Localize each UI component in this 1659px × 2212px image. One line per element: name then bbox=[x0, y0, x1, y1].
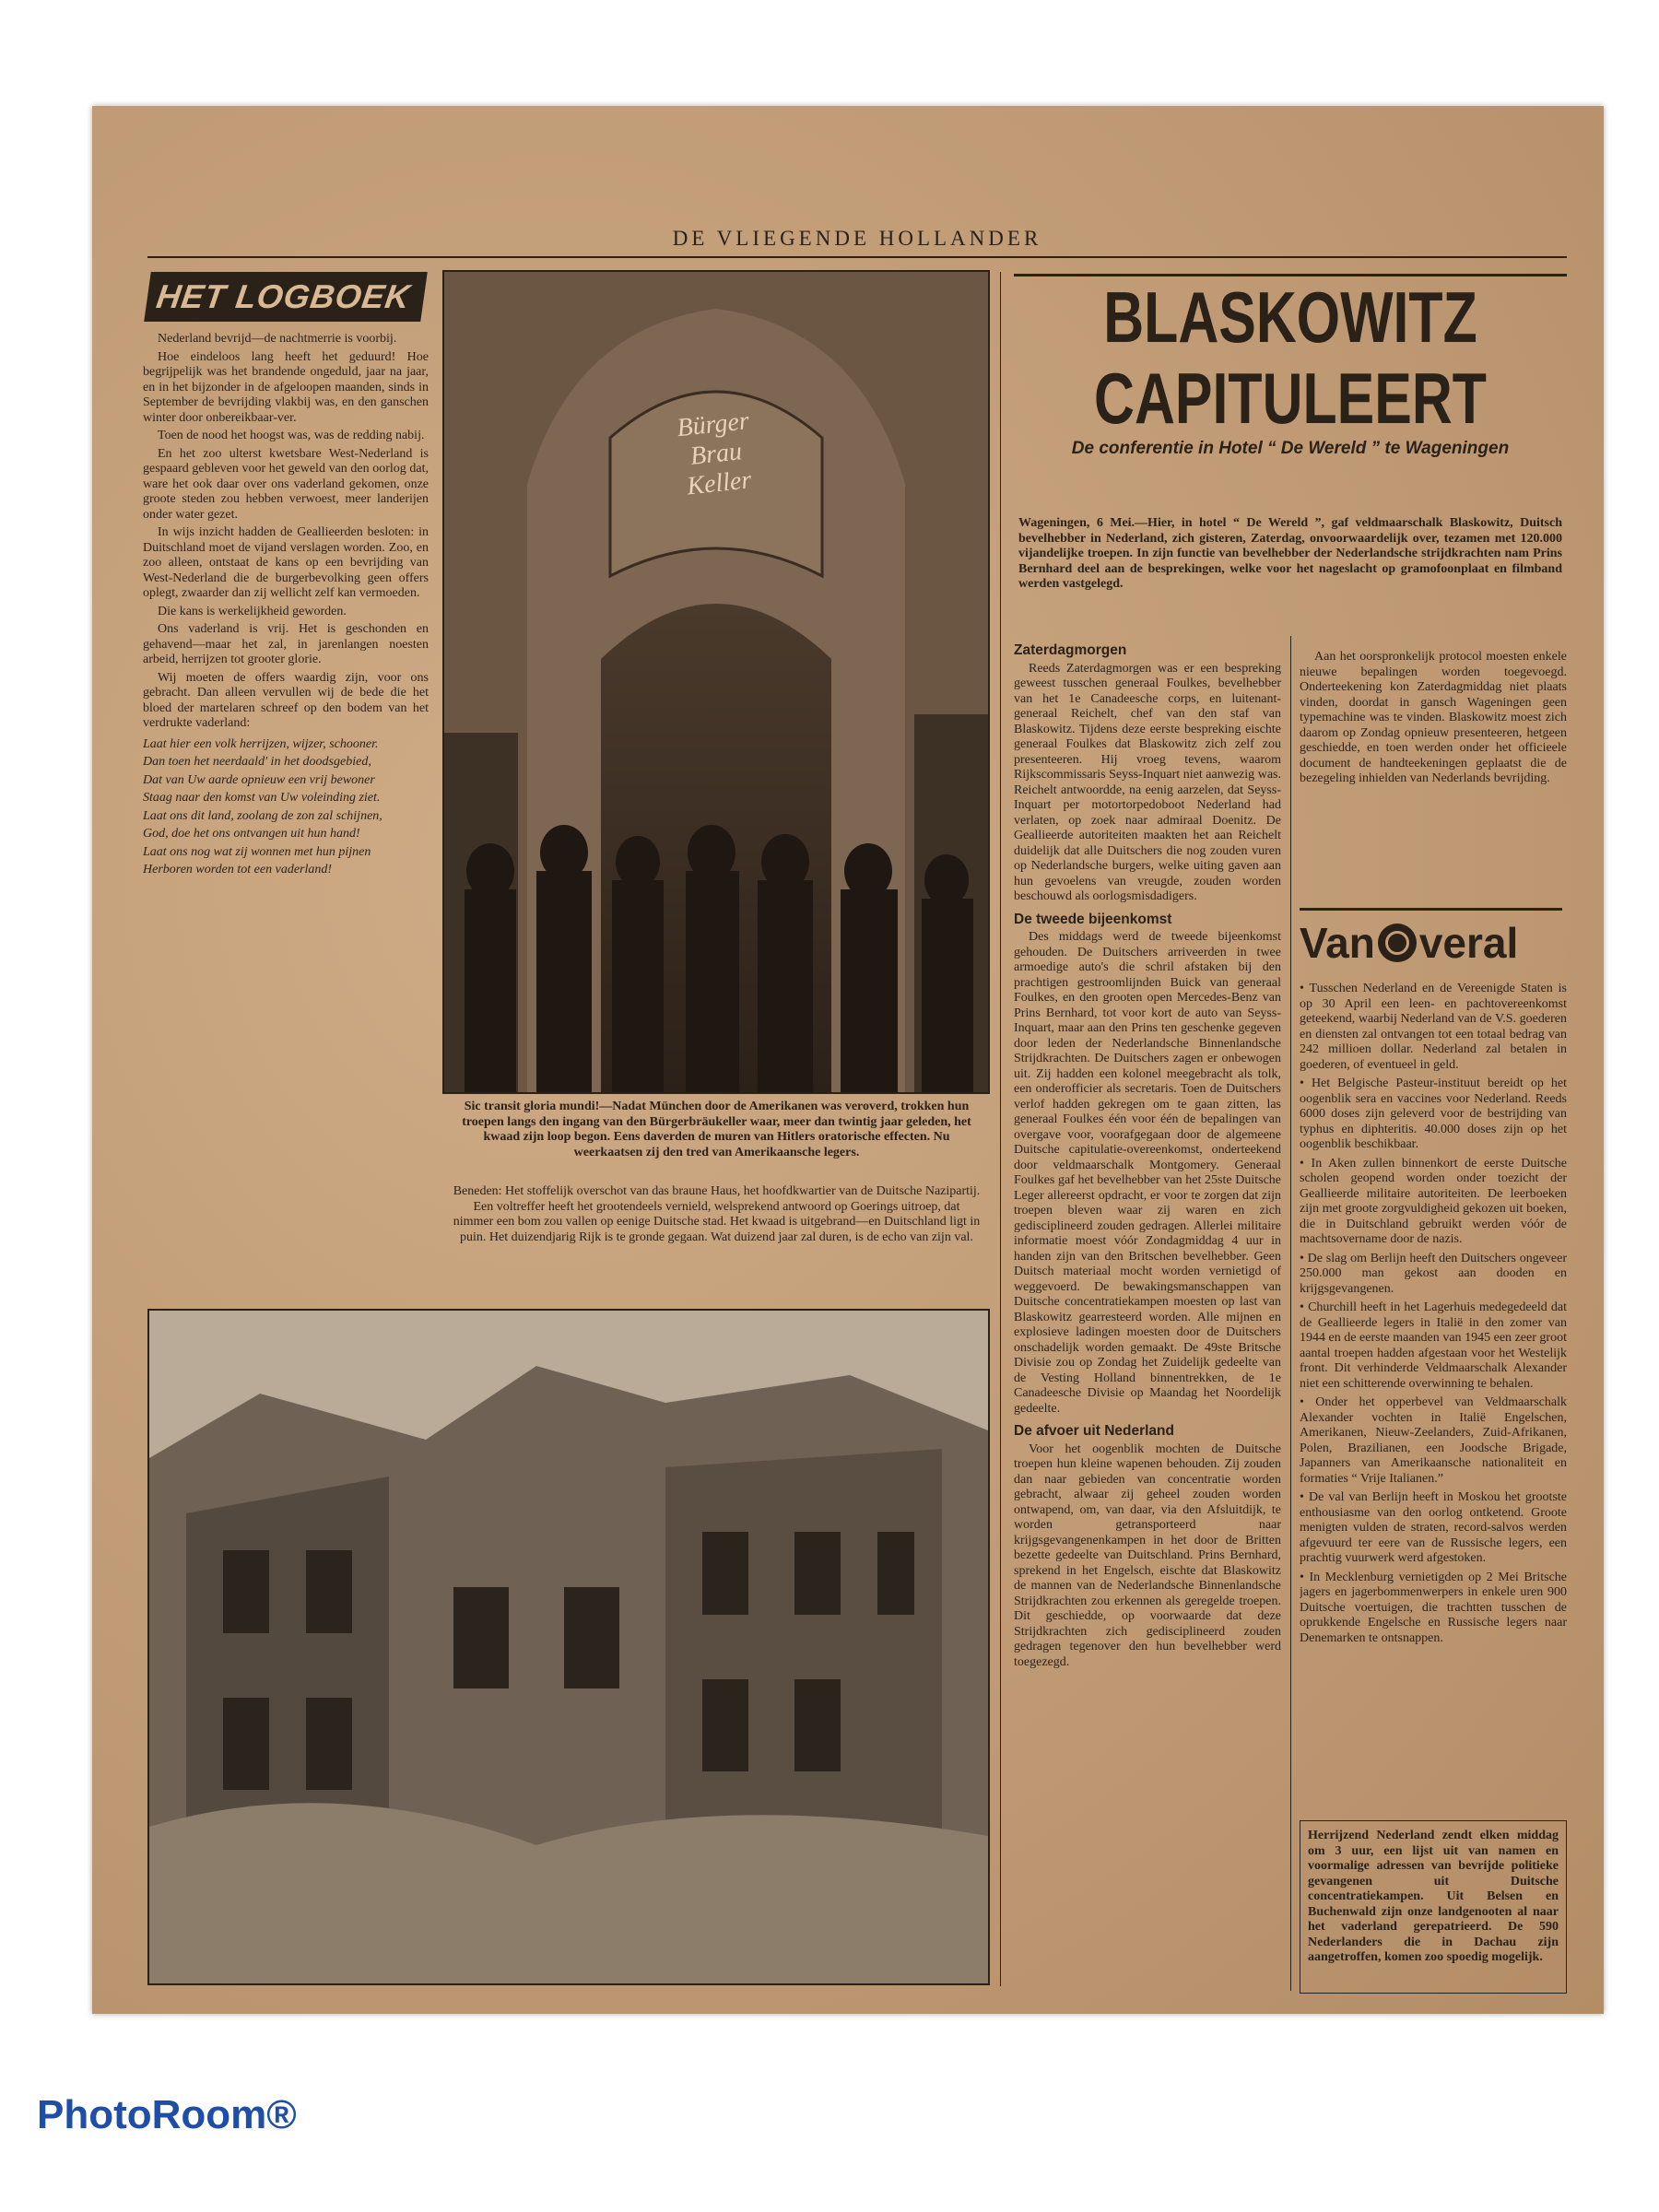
logboek-section bbox=[147, 272, 424, 322]
headline-line-1: BLASKOWITZ bbox=[1103, 276, 1477, 358]
section-text: Des middags werd de tweede bijeenkomst gehouden. De Duitschers arriveerden in twee armoedige auto's die schril afstaken bij den prachtigen gestroomlijnden Buick van generaal Foulkes, en den grooten open Mercedes-Benz van Prins Bernhard, tot voor kort de auto van Seyss-Inquart, maar aan den Prins ten geschenke gegeven door leden der Nederlandsche Binnenlandsche Strijdkrachten. De Duitschers zagen er onbewogen uit. Zij hadden een kolonel meegebracht als tolk, een onderofficier als secretaris. Toen de Duitschers verlof hadden gekregen om te gaan zitten, las generaal Foulkes één voor één de bepalingen van overgave voor, voorafgegaan door de algemeene Duitsche capitulatie-overeenkomst, onderteekend door veldmaarschalk Montgomery. Generaal Foulkes gaf het bevelhebber van het 25ste Duitsche Leger allereerst opdracht, er voor te zorgen dat zijn troepen bleven waar zij waren en zich gedisciplineerd zouden gedragen. Allerlei militaire informatie moest vóór Zondagmiddag 4 uur in handen zijn van den Britschen bevelhebber. Geen Duitsch materiaal mocht worden vernietigd of weggevoerd. De bewakingsmanschappen van Duitsche concentratiekampen moesten op last van Blaskowitz gearresteerd worden. Alle mijnen en explosieve ladingen moesten door de Duitschers onschadelijk worden gemaakt. De 49ste Britsche Divisie zou op Zondag het Zuidelijk gedeelte van de Vesting Holland binnentrekken, de 1e Canadeesche Divisie op Maandag het Noordelijk gedeelte. bbox=[1014, 930, 1281, 1416]
poem-line: God, doe het ons ontvangen uit hun hand! bbox=[143, 827, 360, 841]
photo-caption-below: Beneden: Het stoffelijk overschot van das braune Haus, het hoofdkwartier van de Duitsche Nazipartij. Een voltreffer heeft het grootendeels vernield, welsprekend antwoord op Goerings uitroep, dat nimmer een bom zou vallen op eenige Duitsche stad. Het kwaad is uitgebrand—en Duitschland ligt in puin. Het duizendjarig Rijk is te gronde gegaan. Wat duizend jaar zal duren, is de echo van zijn val. bbox=[453, 1184, 981, 1244]
section-heading: Zaterdagmorgen bbox=[1014, 642, 1127, 658]
poem-line: Herboren worden tot een vaderland! bbox=[143, 863, 333, 877]
burgerbraukeller-photo bbox=[442, 270, 990, 1094]
newspaper-page bbox=[92, 106, 1604, 2014]
headline-line-2: CAPITULEERT bbox=[1094, 358, 1487, 439]
van-overal-title-left: Van bbox=[1300, 919, 1375, 967]
poem-line: Dat van Uw aarde opnieuw een vrij bewoner bbox=[143, 772, 375, 787]
poem bbox=[143, 737, 429, 878]
news-item: • Het Belgische Pasteur-instituut bereidt op het oogenblik sera en vaccines voor Nederland. Reeds 6000 doses zijn geleverd voor de bestrijding van typhus en diphteritis. 40.000 doses zijn op het oogenblik beschikbaar. bbox=[1300, 1077, 1567, 1151]
photoroom-watermark: PhotoRoom® bbox=[37, 2092, 297, 2137]
logboek-paragraph: Nederland bevrijd—de nachtmerrie is voorbij. bbox=[158, 332, 397, 346]
news-item: • Onder het opperbevel van Veldmaarschalk Alexander vochten in Italië Engelschen, Amerikanen, Nieuw-Zeelanders, Zuid-Afrikanen, Polen, Brazilianen, een Joodsche Brigade, Japanners van Amerikaansche nationaliteit en formaties “ Vrije Italianen.” bbox=[1300, 1395, 1567, 1486]
logboek-paragraph: Die kans is werkelijkheid geworden. bbox=[158, 604, 347, 618]
news-item: • De slag om Berlijn heeft den Duitschers ongeveer 250.000 man gekost aan dooden en krijgsgevangenen. bbox=[1300, 1251, 1567, 1296]
logboek-paragraph: Hoe eindeloos lang heeft het geduurd! Hoe begrijpelijk was het brandende ongeduld, jaar na jaar, en in het bijzonder in de afgeloopen maanden, sinds in September de bevrijding vlakbij was, en den ganschen winter door onbereikbaar-ver. bbox=[143, 349, 429, 425]
subheadline: De conferentie in Hotel “ De Wereld ” te Wageningen bbox=[1071, 439, 1510, 458]
logboek-paragraph: In wijs inzicht hadden de Geallieerden besloten: in Duitschland moet de vijand verslagen worden. Zoo, en zoo alleen, ontstaat de kans op een bevrijding van West-Nederland die de burgerbevolking geen offers oplegt, zwaarder dan zij wellicht zelf kan vermoeden. bbox=[143, 525, 429, 600]
news-item: • De val van Berlijn heeft in Moskou het grootste enthousiasme van den oorlog ontketend. Groote menigten vulden de straten, record-salvos werden afgevuurd ter eere van de Russische legers, een prachtig vuurwerk werd afgestoken. bbox=[1300, 1490, 1567, 1565]
news-item: • Churchill heeft in het Lagerhuis medegedeeld dat de Geallieerde legers in Italië in den zomer van 1944 en de eerste maanden van 1945 een zeer groot aantal troepen hadden afgestaan voor het Westelijk front. Dit verhinderde Veldmaarschalk Alexander niet een schitterende overwinning te behalen. bbox=[1300, 1300, 1567, 1391]
article-body bbox=[1014, 636, 1281, 1991]
logboek-paragraph: Toen de nood het hoogst was, was de redding nabij. bbox=[158, 429, 425, 442]
section-heading: De afvoer uit Nederland bbox=[1014, 1423, 1174, 1439]
news-item: • Tusschen Nederland en de Vereenigde Staten is op 30 April een leen- en pachtovereenkomst geteekend, waarbij Nederland van de V.S. goederen en diensten zal ontvangen tot een totaal bedrag van 242 millioen dollar. Nederland zal betalen in goederen, of eventueel in geld. bbox=[1300, 982, 1567, 1072]
section-text: Reeds Zaterdagmorgen was er een bespreking geweest tusschen generaal Foulkes, bevelhebber van het 1e Canadeesche corps, en luitenant-generaal Reichelt, chef van den staf van Blaskowitz. Tijdens deze eerste bespreking eischte generaal Foulkes dat Blaskowitz zich zelf zou presenteeren. Hij vroeg tevens, waarom Rijkscommissaris Seyss-Inquart niet aanwezig was. Reichelt antwoordde, na eenig aarzelen, dat Seyss-Inquart per motortorpedoboot Nederland had verlaten, op zoek naar admiraal Doenitz. De Geallieerde autoriteiten maakten het aan Reichelt duidelijk dat alle Duitschers die nog zouden vuren op Nederlandsche burgers, welke uiting gaven aan hun gevoelens van vreugde, zouden worden beschouwd als oorlogsmisdadigers. bbox=[1014, 661, 1281, 903]
beer-hall-sign: Bürger Brau Keller bbox=[676, 406, 753, 501]
boxed-notice: Herrijzend Nederland zendt elken middag om 3 uur, een lijst uit van namen en voormalige adressen van bevrijde politieke gevangenen uit Duitsche concentratiekampen. Uit Belsen en Buchenwald zijn onze landgenooten al naar het vaderland gerepatrieerd. De 590 Nederlanders die in Dachau zijn aangetroffen, komen zoo spoedig mogelijk. bbox=[1300, 1820, 1567, 1994]
news-item: • In Aken zullen binnenkort de eerste Duitsche scholen geopend worden onder toezicht der Geallieerde militaire autoriteiten. De leerboeken zijn met groote zorgvuldigheid gekozen uit boeken, die in Duitschland gebruikt werden vóór de machtsovername door de nazis. bbox=[1300, 1156, 1567, 1246]
column-rule bbox=[1290, 636, 1291, 1991]
logboek-paragraph: En het zoo ulterst kwetsbare West-Nederland is gespaard gebleven voor het geweld van den oorlog dat, ware het ook daar over ons vaderland gekomen, onze groote steden zou hebben verwoest, meer landerijen onder water gezet. bbox=[143, 446, 429, 522]
van-overal-title bbox=[1300, 908, 1562, 968]
poem-line: Laat ons nog wat zij wonnen met hun pijnen bbox=[143, 844, 371, 859]
poem-line: Dan toen het neerdaald' in het doodsgebied, bbox=[143, 755, 371, 769]
section-text: Aan het oorspronkelijk protocol moesten enkele nieuwe bepalingen worden toegevoegd. Onderteekening kon Zaterdagmiddag niet plaats vinden, doordat in gansch Wageningen geen typemachine was te vinden. Blaskowitz moest zich daarom op Zondag opnieuw presenteeren, hetgeen geschiedde, en toen werden onder het officieele document de handteekeningen geplaatst die de bezegeling inhielden van Nederlands bevrijding. bbox=[1300, 650, 1567, 785]
van-overal-items bbox=[1300, 982, 1567, 1811]
logboek-paragraph: Wij moeten de offers waardig zijn, voor ons gebracht. Dan alleen vervullen wij de bede die het bloed der martelaren schreef op den bodem van het verdrukte vaderland: bbox=[143, 670, 429, 730]
masthead: DE VLIEGENDE HOLLANDER bbox=[147, 221, 1567, 258]
article-continuation bbox=[1300, 650, 1567, 894]
column-rule bbox=[1000, 272, 1001, 1986]
poem-line: Staag naar den komst van Uw voleinding ziet. bbox=[143, 791, 381, 805]
poem-line: Laat ons dit land, zoolang de zon zal schijnen, bbox=[143, 808, 382, 823]
logboek-title: HET LOGBOEK bbox=[144, 272, 428, 322]
article-lede: Wageningen, 6 Mei.—Hier, in hotel “ De Wereld ”, gaf veldmaarschalk Blaskowitz, Duitsch bevelhebber in Nederland, zich gisteren, Zaterdag, onvoorwaardelijk over, tezamen met 120.000 vijandelijke troepen. In zijn functie van bevelhebber der Nederlandsche strijdkrachten nam Prins Bernhard deel aan de besprekingen, welke voor het nageslacht op gramofoonplaat en filmband werden vastgelegd. bbox=[1018, 516, 1562, 591]
poem-line: Laat hier een volk herrijzen, wijzer, schooner. bbox=[143, 736, 379, 751]
headline-block bbox=[1014, 274, 1567, 459]
braune-haus-ruins-photo bbox=[147, 1309, 990, 1985]
logboek-text bbox=[143, 332, 429, 1382]
section-text: Voor het oogenblik mochten de Duitsche troepen hun kleine wapenen behouden. Zij zouden dan naar gebieden van concentratie worden gebracht, alwaar zij geheel zouden worden ontwapend, om, van daar, via den Afsluitdijk, te worden getransporteerd naar krijgsgevangenenkampen in het door de Britten bezette gedeelte van Duitschland. Prins Bernhard, sprekend in het Engelsch, eischte dat Blaskowitz de mannen van de Nederlandsche Binnenlandsche Strijdkrachten zou erkennen als geregelde troepen. Dit geschiedde, op voorwaarde dat deze Strijdkrachten zich gedisciplineerd zouden gedragen tegenover den hun bevelhebber werd toegezegd. bbox=[1014, 1441, 1281, 1669]
photo-caption: Sic transit gloria mundi!—Nadat München door de Amerikanen was veroverd, trokken hun troepen langs den ingang van den Bürgerbräukeller waar, meer dan twintig jaar geleden, het kwaad zijn loop begon. Eens daverden de muren van Hitlers oratorische effecten. Nu weerkaatsen zij den tred van Amerikaansche legers. bbox=[462, 1100, 971, 1159]
section-heading: De tweede bijeenkomst bbox=[1014, 911, 1172, 927]
news-item: • In Mecklenburg vernietigden op 2 Mei Britsche jagers en jagerbommenwerpers in enkele uren 900 Duitsche voertuigen, die trachtten tusschen de oprukkende Engelsche en Russische legers naar Denemarken te ontsnappen. bbox=[1300, 1570, 1567, 1645]
van-overal-title-right: veral bbox=[1418, 919, 1519, 967]
logboek-paragraph: Ons vaderland is vrij. Het is geschonden en gehavend—maar het zal, in jarenlangen noesten arbeid, herrijzen tot grooter glorie. bbox=[143, 622, 429, 666]
globe-icon bbox=[1378, 924, 1417, 962]
